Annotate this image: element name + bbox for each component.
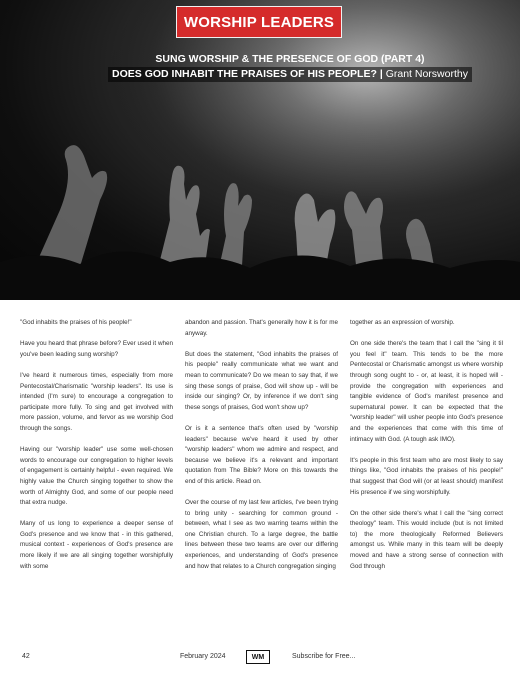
paragraph: But does the statement, "God inhabits the praises of his people" really communicate what we want and mean to communicate? Do we mean to say that, if we sing these songs of praise, God will show up - will be inside our singing? Or, by inference if we don't sing these songs of praises, God won't show up?	[185, 350, 338, 411]
paragraph: Have you heard that phrase before? Ever used it when you've been leading sung worship?	[20, 340, 173, 358]
title-line-2-wrapper	[108, 67, 472, 82]
paragraph: I've heard it numerous times, especially from more Pentecostal/Charismatic "worship leaders". Its use is intended (I'm sure) to encourage a congregation to participate more fully. To sing and get involved with more passion, volume, and fervor as we worship God through the songs.	[20, 371, 173, 432]
column-1	[20, 318, 173, 636]
article-body	[20, 318, 503, 636]
raised-hands-illustration	[0, 0, 520, 300]
page-footer	[0, 648, 520, 668]
issue-date: February 2024	[180, 653, 226, 660]
paragraph: together as an expression of worship.	[350, 319, 455, 326]
page-number: 42	[22, 653, 30, 660]
magazine-logo: WM	[246, 650, 270, 664]
article-title	[80, 52, 500, 82]
paragraph: "God inhabits the praises of his people!"	[20, 319, 132, 326]
column-3	[350, 318, 503, 636]
paragraph: Over the course of my last few articles, I've been trying to bring unity - searching for common ground - between, what I see as two warring teams within the one Christian church. To a large degree, the battle lines between these two teams are over our differing experiences, and understanding of God's presence and how that relates to a Church congregation singing	[185, 499, 338, 570]
author-name: Grant Norsworthy	[385, 68, 468, 80]
paragraph: On one side there's the team that I call the "sing it til you feel it" team. This tends to be the more Pentecostal or Charismatic amongst us where worship through song ought to - or, at least, it is hoped will - provide the congregation with experiences and tangible evidence of God's manifest presence and supernatural power. It can be expected that the "worship leader" will usher people into God's presence and the experiences that come with this time of intimacy with God. (A tough ask IMO).	[350, 340, 503, 443]
hero-photo	[0, 0, 520, 300]
paragraph: Having our "worship leader" use some well-chosen words to encourage our congregation to higher levels of engagement is certainly helpful - even required. We highly value the Church singing together to show the worth of Almighty God, and some of our people need that extra nudge.	[20, 446, 173, 507]
section-tag: WORSHIP LEADERS	[176, 6, 342, 38]
paragraph: On the other side there's what I call the "sing correct theology" team. This would include (but is not limited to) the more theologically Reformed Believers amongst us. While many in this team will be deeply moved and have a strong sense of connection with God through	[350, 509, 503, 570]
paragraph: abandon and passion. That's generally how it is for me anyway.	[185, 319, 338, 337]
paragraph: It's people in this first team who are most likely to say things like, "God inhabits the praises of his people!" that suggest that God will (or at least should) manifest His presence if we sing worshipfully.	[350, 456, 503, 496]
paragraph: Or is it a sentence that's often used by "worship leaders" because we've heard it used by other "worship leaders" whom we admire and respect, and because we believe it's a relevant and important quotation from The Bible? More on this towards the end of this article. Read on.	[185, 424, 338, 485]
subscribe-link[interactable]: Subscribe for Free...	[292, 653, 356, 660]
paragraph: Many of us long to experience a deeper sense of God's presence and we know that - in this gathered, musical context - experiences of God's presence are more likely if we are all singing together worshipfully with some	[20, 520, 173, 570]
title-separator: |	[379, 68, 383, 80]
title-line-2: DOES GOD INHABIT THE PRAISES OF HIS PEOPLE?	[112, 68, 377, 80]
column-2	[185, 318, 338, 636]
title-line-1: SUNG WORSHIP & THE PRESENCE OF GOD (PART 4)	[155, 53, 425, 65]
